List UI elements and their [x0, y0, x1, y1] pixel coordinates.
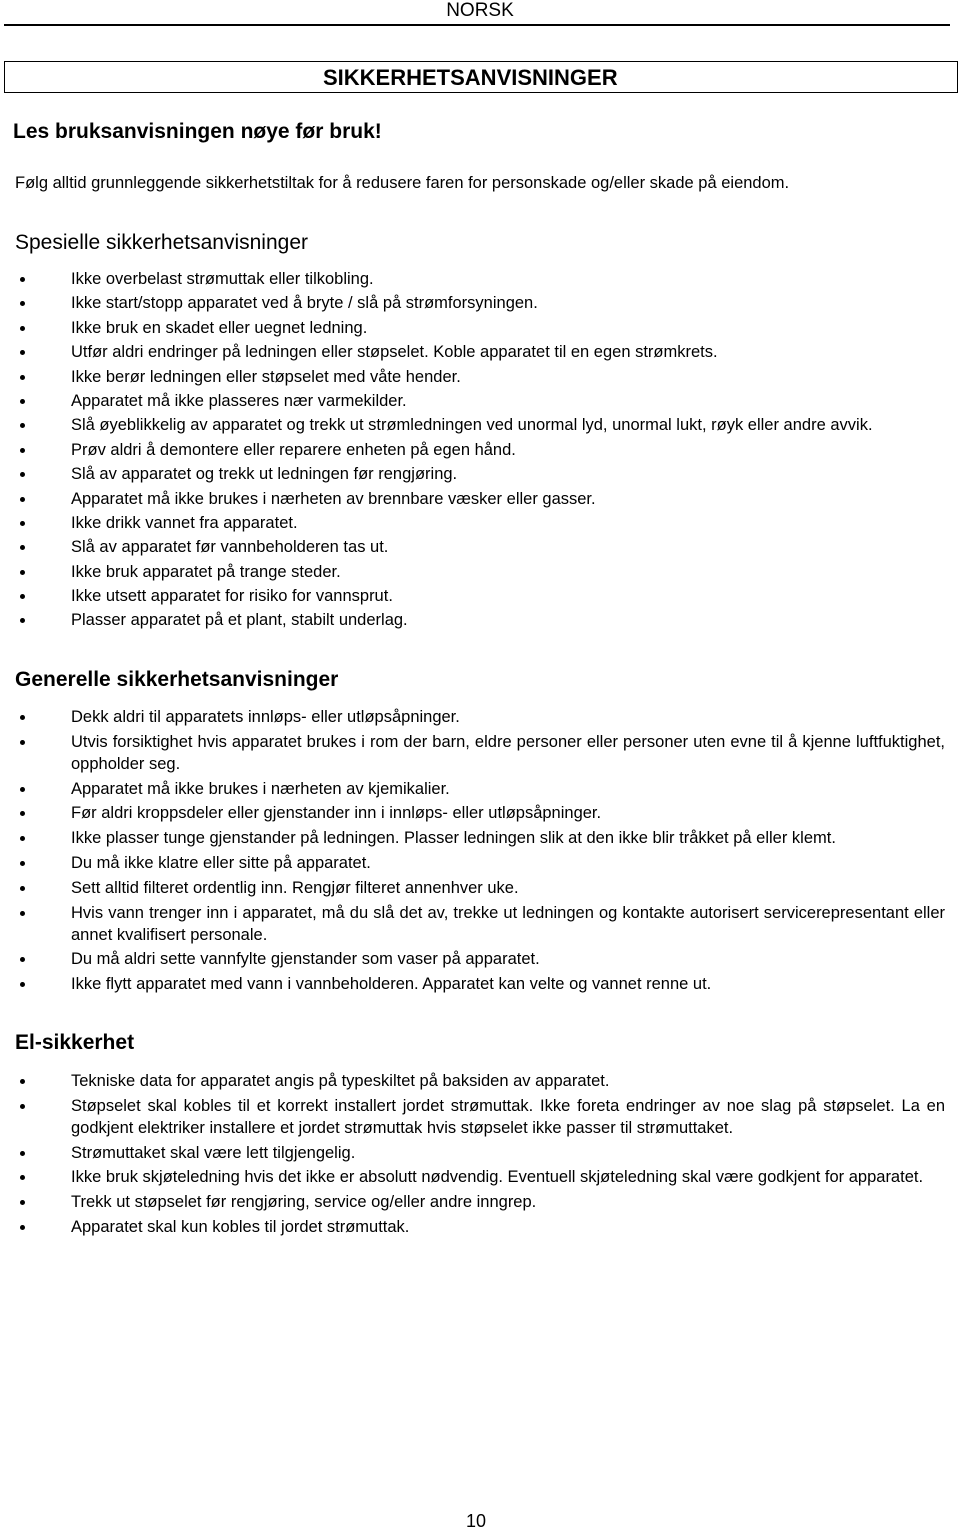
- list-item: [0, 268, 945, 290]
- bullet-icon: [20, 1079, 25, 1084]
- list-item-text: Ikke utsett apparatet for risiko for vannsprut.: [71, 587, 393, 606]
- list-item-text: Strømuttaket skal være lett tilgjengelig.: [71, 1143, 356, 1162]
- bullet-icon: [20, 301, 25, 306]
- list-item-text: Tekniske data for apparatet angis på typeskiltet på baksiden av apparatet.: [71, 1072, 610, 1090]
- list-item: [0, 536, 945, 558]
- bullet-icon: [20, 911, 25, 916]
- special-safety-heading: Spesielle sikkerhetsanvisninger: [15, 231, 308, 254]
- list-item: [0, 852, 945, 874]
- list-item-text: Apparatet må ikke brukes i nærheten av kjemikalier.: [71, 779, 450, 798]
- list-item-text: Ikke drikk vannet fra apparatet.: [71, 513, 298, 532]
- list-item: [0, 948, 945, 970]
- bullet-icon: [20, 521, 25, 526]
- bullet-icon: [20, 423, 25, 428]
- list-item: [0, 778, 945, 800]
- bullet-icon: [20, 277, 25, 282]
- electrical-safety-list: [0, 1070, 945, 1241]
- header-rule: [4, 24, 950, 26]
- list-item-text: Ikke berør ledningen eller støpselet med våte hender.: [71, 367, 461, 386]
- bullet-icon: [20, 1151, 25, 1156]
- list-item-text: Utfør aldri endringer på ledningen eller støpselet. Koble apparatet til en egen strømkrets.: [71, 343, 718, 362]
- bullet-icon: [20, 594, 25, 599]
- list-item-text: Støpselet skal kobles til et korrekt installert jordet strømuttak. Ikke foreta endringer av noe slag på støpselet. La en godkjent elektriker installere et jordet strømuttak hvis støpselet ikke passer til strømuttaket.: [71, 1096, 945, 1137]
- list-item: [0, 802, 945, 824]
- list-item: [0, 609, 945, 631]
- list-item-text: Slå av apparatet før vannbeholderen tas ut.: [71, 538, 389, 557]
- bullet-icon: [20, 787, 25, 792]
- bullet-icon: [20, 570, 25, 575]
- bullet-icon: [20, 472, 25, 477]
- list-item: [0, 512, 945, 534]
- list-item: [0, 1095, 945, 1139]
- list-item-text: Utvis forsiktighet hvis apparatet brukes i rom der barn, eldre personer eller personer uten evne til å kjenne luftfuktighet, oppholder seg.: [71, 732, 945, 773]
- list-item: [0, 1070, 945, 1092]
- bullet-icon: [20, 545, 25, 550]
- list-item: [0, 877, 945, 899]
- list-item-text: Dekk aldri til apparatets innløps- eller utløpsåpninger.: [71, 708, 460, 726]
- list-item-text: Ikke bruk en skadet eller uegnet ledning.: [71, 318, 368, 337]
- bullet-icon: [20, 1175, 25, 1180]
- list-item-text: Slå av apparatet og trekk ut ledningen før rengjøring.: [71, 465, 458, 484]
- list-item-text: Ikke overbelast strømuttak eller tilkobling.: [71, 270, 374, 288]
- bullet-icon: [20, 957, 25, 962]
- bullet-icon: [20, 1225, 25, 1230]
- bullet-icon: [20, 399, 25, 404]
- list-item: [0, 341, 945, 363]
- list-item-text: Sett alltid filteret ordentlig inn. Rengjør filteret annenhver uke.: [71, 878, 519, 897]
- list-item: [0, 561, 945, 583]
- list-item-text: Hvis vann trenger inn i apparatet, må du slå det av, trekke ut ledningen og kontakte autorisert servicerepresentant eller annet kvalifisert personale.: [71, 903, 945, 944]
- list-item: [0, 1216, 945, 1238]
- list-item: [0, 439, 945, 461]
- list-item-text: Trekk ut støpselet før rengjøring, service og/eller andre inngrep.: [71, 1193, 537, 1212]
- list-item-text: Før aldri kroppsdeler eller gjenstander inn i innløps- eller utløpsåpninger.: [71, 804, 602, 823]
- list-item-text: Du må ikke klatre eller sitte på apparatet.: [71, 853, 371, 872]
- list-item: [0, 292, 945, 314]
- list-item-text: Ikke bruk apparatet på trange steder.: [71, 562, 341, 581]
- page-number: 10: [466, 1511, 487, 1531]
- electrical-safety-heading: El-sikkerhet: [15, 1031, 135, 1054]
- list-item: [0, 366, 945, 388]
- list-item: [0, 902, 945, 946]
- page-title: SIKKERHETSANVISNINGER: [323, 65, 618, 90]
- intro-heading: Les bruksanvisningen nøye før bruk!: [13, 120, 382, 143]
- list-item-text: Ikke start/stopp apparatet ved å bryte / slå på strømforsyningen.: [71, 294, 538, 313]
- list-item: [0, 973, 945, 995]
- list-item: [0, 1191, 945, 1213]
- list-item-text: Plasser apparatet på et plant, stabilt underlag.: [71, 611, 408, 630]
- list-item-text: Apparatet må ikke plasseres nær varmekilder.: [71, 391, 407, 410]
- bullet-icon: [20, 886, 25, 891]
- bullet-icon: [20, 740, 25, 745]
- list-item: [0, 706, 945, 728]
- list-item: [0, 390, 945, 412]
- bullet-icon: [20, 326, 25, 331]
- list-item: [0, 827, 945, 849]
- list-item: [0, 585, 945, 607]
- list-item: [0, 317, 945, 339]
- list-item-text: Ikke flytt apparatet med vann i vannbeholderen. Apparatet kan velte og vannet renne ut.: [71, 975, 712, 994]
- list-item: [0, 488, 945, 510]
- bullet-icon: [20, 375, 25, 380]
- list-item-text: Ikke plasser tunge gjenstander på ledningen. Plasser ledningen slik at den ikke blir tråkket på eller klemt.: [71, 829, 836, 848]
- title-box: [4, 61, 958, 93]
- list-item-text: Du må aldri sette vannfylte gjenstander som vaser på apparatet.: [71, 950, 540, 969]
- list-item-text: Ikke bruk skjøteledning hvis det ikke er absolutt nødvendig. Eventuell skjøteledning skal være godkjent for apparatet.: [71, 1168, 924, 1187]
- bullet-icon: [20, 618, 25, 623]
- bullet-icon: [20, 1200, 25, 1205]
- intro-text: Følg alltid grunnleggende sikkerhetstiltak for å redusere faren for personskade og/eller skade på eiendom.: [15, 174, 790, 192]
- special-safety-list: [0, 268, 945, 634]
- list-item: [0, 1142, 945, 1164]
- bullet-icon: [20, 350, 25, 355]
- list-item: [0, 731, 945, 775]
- bullet-icon: [20, 448, 25, 453]
- bullet-icon: [20, 836, 25, 841]
- list-item: [0, 414, 945, 436]
- bullet-icon: [20, 861, 25, 866]
- bullet-icon: [20, 982, 25, 987]
- general-safety-list: [0, 706, 945, 998]
- list-item-text: Apparatet skal kun kobles til jordet strømuttak.: [71, 1217, 410, 1236]
- bullet-icon: [20, 1104, 25, 1109]
- language-label: NORSK: [446, 0, 514, 21]
- list-item-text: Apparatet må ikke brukes i nærheten av brennbare væsker eller gasser.: [71, 489, 596, 508]
- list-item-text: Slå øyeblikkelig av apparatet og trekk ut strømledningen ved unormal lyd, unormal lukt, røyk eller andre avvik.: [71, 416, 873, 435]
- list-item: [0, 463, 945, 485]
- general-safety-heading: Generelle sikkerhetsanvisninger: [15, 668, 339, 691]
- bullet-icon: [20, 715, 25, 720]
- list-item: [0, 1166, 945, 1188]
- bullet-icon: [20, 497, 25, 502]
- bullet-icon: [20, 811, 25, 816]
- list-item-text: Prøv aldri å demontere eller reparere enheten på egen hånd.: [71, 440, 516, 459]
